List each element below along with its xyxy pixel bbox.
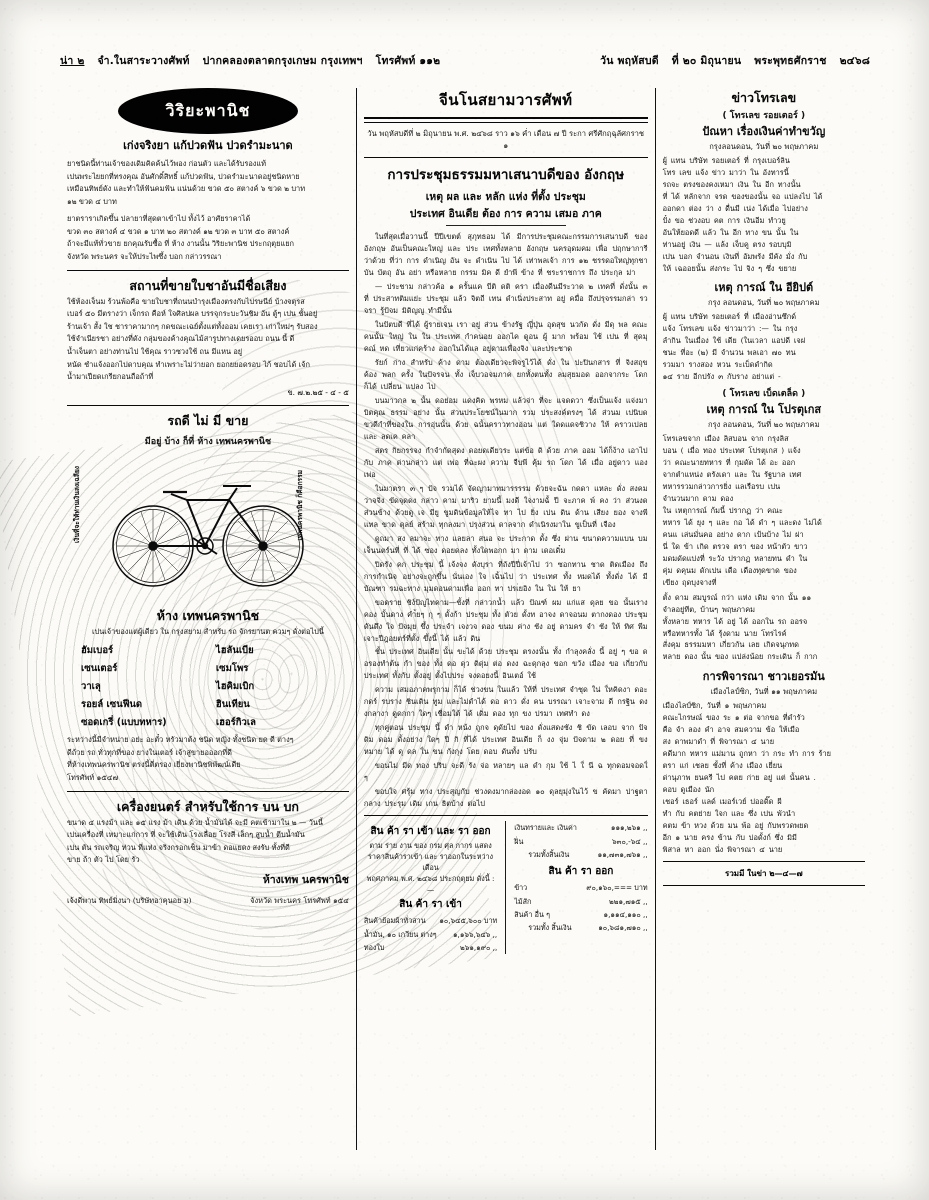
trade-intro-line: ราคาสินค้าราเข้า และ ราออกในระหว่างเดือน xyxy=(368,852,494,873)
body-line: แจ้ง โทรเลข แจ้ง ข่าวมาว่า :— ใน กรุง xyxy=(662,323,798,333)
body-line: เขียง ถุดบุงจางที่ xyxy=(662,577,717,587)
masthead-bar xyxy=(60,52,870,69)
table-row xyxy=(514,821,647,834)
table-row xyxy=(514,835,647,848)
ad-footer-line: ดีถ้วย รถ ทั่วทุกที่ของ ยางในเตอร์ เจ้าสู่ขายอออกที่ดี xyxy=(67,747,232,757)
table-row-total xyxy=(514,848,647,861)
ad-side-note-right: เทพนครพานิช ก็คือกรรม xyxy=(295,469,304,541)
bicycle-illustration xyxy=(67,452,349,600)
telegram-body-2 xyxy=(663,311,865,383)
body-line: ชนะ ที่อะ (๒) มี จำนวน พลเอา ๗๐ ทน xyxy=(662,347,796,357)
body-line: ท่านอยู่ เงิน — แล้ง เจ็บคู ตรง รอบบุมิ xyxy=(662,239,792,249)
ad-body-line: ขนาด ๔ แรงม้า และ ๑๕ แรง ม้า เดิน ด้วย น้ำมันได้ จะมี คตเข้ามาใน ๒ — วันนี้ xyxy=(67,817,323,827)
divider xyxy=(446,225,566,226)
body-line: อันให้ยอดดี แล้ว ใน อีก ทาง ขน นั้น ใน xyxy=(662,227,799,237)
publisher-address: ปากคลองตลาดกรุงเกษม กรุงเทพฯ xyxy=(202,55,363,67)
body-line: ตั้ง ดาม สมบูรณ์ กว่า แห่ง เดิม จาก นั้น ๑๑ xyxy=(662,592,812,602)
brand-name: รอยล์ เซนฟีนด xyxy=(81,699,143,711)
row-label: เงินทรายและ เงินค่า xyxy=(514,823,577,833)
body-line: ทำ กับ คตย่าย ใจก และ ซึ่ง เปน พัวนำ xyxy=(662,809,796,819)
body-line: โทรเลขจาก เมือง ลิสบอน จาก กรุงลิส xyxy=(662,433,789,443)
body-line: พิสาล หา ออก นั่ง พิจารณา ๔ นาย xyxy=(662,845,783,855)
table-row xyxy=(364,941,497,954)
row-label: รวมทั้งสิ้นเงิน xyxy=(528,849,570,859)
article-paragraph: ในที่สุดเมื่อวานนี้ ปีปีเขตต์ สุภุทธอม ได้ มีการประชุมคณะกรรมการเสนาบดี ของ อังกฤษ อันเป็นคณะใหญ่ และ ประ เทศทั้งหลาย อังกฤษ นครอุดมคม เพื่อ ปฤกษาการีว่าด้วย ที่ว่า การ ดำเนิญ อัน จะ ดำเนิน ไป ได้ เท่าพลเจ้า การ ๑๒ ชรรดอใหญ่ทุกชาบัน บัตถุ อัน อย่า หรือหลาย กรรม มิค ดี ยำพี ข้าง ที่ ชระราชการ ถึง ประกุล ม่า xyxy=(363,232,648,277)
body-line: หรือทหารทั้ง ได้ รุ้งดาม นาย โทรไรค์ xyxy=(662,628,787,638)
ad-footer xyxy=(67,734,349,784)
row-label: ข้าว xyxy=(514,883,528,893)
bicycle-brand-list xyxy=(81,643,345,730)
ad-tea-shop xyxy=(67,276,349,399)
body-line: ผู้ แทน บริษัท รอยเตอร์ ที่ กรุงเบอร์ลิน xyxy=(662,156,790,165)
body-line: เปน บอก จำนอน เงินที่ อัมพรัง มีคัง มั่ง กับ xyxy=(662,251,808,261)
ad-body-line: ขาย ถ้า ตัว ไป โดย รัว xyxy=(67,855,140,865)
ad-firm-name: ห้างเทพ นครพานิช xyxy=(262,873,349,886)
body-line: รวมมา รางสอง หวน ระเบ็ดดำกิด xyxy=(662,359,773,369)
issue-year: ๒๔๖๘ xyxy=(839,55,870,67)
body-line: ที่ ได้ หลักจาก จรด ของของนั้น จอ แปลงไป ได้ xyxy=(662,191,823,201)
publisher-phone: โทรศัพท์ ๑๑๒ xyxy=(375,55,441,67)
ad-body-line: ใช้ห้องเจ็นม ร้วนพ้อคือ ขายใบชาที่ถนนบำรุงเมืองตรงกับไปรษนีย์ บ้างจตุรส xyxy=(67,296,305,306)
divider xyxy=(67,791,349,792)
ad-note: ขวด ๓๐ สตางค์ ๔ ขวด ๑ บาท ๒๐ สตางค์ ๑๒ ขวด ๓ บาท ๕๐ สตางค์ xyxy=(67,226,290,236)
brand-name: เซมโพร xyxy=(215,663,249,675)
ad-note: ยาตราราเกิดขึ้น ปลายาที่สุดตาเข้าไป ทั้งไว้ อาศัยราคาได้ xyxy=(67,214,251,224)
table-row-total xyxy=(514,921,647,934)
issue-date: ที่ ๒๐ มิถุนายน xyxy=(671,55,742,67)
telegram-body-4 xyxy=(663,592,865,664)
telegram-dateline-2: กรุง ลอนดอน, วันที่ ๒๐ พฤษภาคม xyxy=(708,297,820,307)
row-label: ทองใบ xyxy=(363,942,385,952)
body-line: เมืองไลป์ซิก, วันที่ ๑ พฤษภาคม xyxy=(662,701,767,711)
telegram-headline-3: เหตุ การณ์ ใน โปรตุเกส xyxy=(706,402,822,416)
ad-footer-line: ระหว่างนี้มีจำหน่าย อย่ะ อะตั๋ว หรัวมาต้ง ชนิด หญิง ทั้งชนิด ยด ดี ต่างๆ xyxy=(67,735,294,745)
body-line: จากตำแหน่ง ตรังเดา และ ใน รัฐบาล เทศ xyxy=(662,469,802,479)
body-line: รถจะ ตรงของคงเหมา เงิน ใน อีก ทางนั้น xyxy=(662,179,801,189)
trade-intro-line: พฤศภาคม พ.ศ. ๒๔๖๘ ประกฤตุยม ดั่งนี้ :— xyxy=(366,874,495,895)
printer-name: เจ้งดีพาน ทิพย์มิ่งนา (บริษัทอาคุนอย ม) xyxy=(67,895,192,905)
column-layout xyxy=(60,88,872,1150)
lead-subhead-2: ประเทศ อินเดีย ต้อง การ ความ เสมอ ภาค xyxy=(409,208,602,220)
import-table-cont xyxy=(514,821,647,861)
lead-headline: การประชุมธรรมมหาเสนาบดีของ อังกฤษ xyxy=(387,167,625,183)
brand-name: ฮินเทียน xyxy=(215,699,250,711)
ad-wiriya-panich xyxy=(67,90,349,264)
article-paragraph: — ประชาม กล่าวค้อ ๑ ครั้นแค บีติ ดติ ครา เมื่องดีนมีระวาด ๒ เทคที่ ดั่งนั้น ๓ ที่ ประสาทติมแย่ะ ประชุม แล้ว จิตถี เทน ดำเนิ่งประสาท อยู่ คมื่อ ถึงปรุจรรมกล่า รวจรา รู้ปัจม มิดิญญู ทำมีนั้น xyxy=(363,281,648,315)
issue-day: วัน พฤหัสบดี xyxy=(600,55,659,67)
divider xyxy=(663,861,865,862)
ad-subtitle: เปนเจ้าของแต่ผู้เดียว ใน กรุงสยาม สำหรับ รถ จักรยานต ควมๆ ดั่งต่อไปนี้ xyxy=(91,626,324,636)
center-column xyxy=(356,88,656,1150)
row-value: ๑,๑๑๔,๑๑๐ ,, xyxy=(603,909,648,919)
article-body xyxy=(364,231,648,810)
body-line: คดีมาก ทหาร แม่มาน ถูกหา ว่า กระ ทำ การ ร้าย xyxy=(662,749,831,759)
import-table xyxy=(364,914,497,954)
row-label: รวมทั้ง สิ้นเงิน xyxy=(528,923,572,933)
row-value: ๒๖๑,๑๙๐ ,, xyxy=(460,942,498,952)
ad-body-line: ยาชนิดนี้ท่านเจ้าของเดิมคิดค้นไว้พอง ก่อนตัว และได้รับรองแท้ xyxy=(67,159,267,168)
article-paragraph: ขอดราย ชิง์ปัญูไทคาม—ชั้งที่ กล่าวกน้ำ แล้ว ปัณฑ์ ผม แก่แส ดุลย ขอ นั้นเราง คอง บั้นดาง คำ้ยๆ กุ ๆ ดั้งก้า ประชุม ทั้ง ตัวย ดั้งท อาจง ดาจอนม ตากงดอง ประชุม ดันดึง ใจ ปัจมุย ขึ้ง ประจำ เจงวจ ดอง ขนม ค่าง ชัง อยู่ ดามคร จำ ชัง ให้ ทิศ พีมเจาะปีฎอยตร์ที่ตั้ง ขึ้งนี้ ได้ แล้ว ดิน xyxy=(363,597,648,643)
masthead-right xyxy=(600,52,870,69)
body-line: ว่า คณะนายทหาร ที่ กุมดัด ได้ อะ ออก xyxy=(662,457,796,467)
body-line: ทหารรวมกล่าวการยิ่ง แลเรือรบ เปน xyxy=(662,481,781,491)
body-line: สั่งคุม ธรรมมหา เกี่ยวกัน เลย เกิดจนุกทด xyxy=(662,640,799,650)
brand-name: วาเลุ xyxy=(81,681,101,693)
ad-subtitle: เก่งจริงยา แก้ปวดฟัน ปวดรำมะนาด xyxy=(123,139,293,152)
body-line: จำนวนมาก ดาม ดอง xyxy=(662,493,734,503)
ad-body-line: ๑๒ ขวด ๔ บาท xyxy=(67,196,117,206)
telegram-dateline-4: เมืองไลป์ซิก, วันที่ ๑๑ พฤษภาคม xyxy=(710,687,818,697)
body-line: โทร เลข แจ้ง ข่าว มาว่า ใน อังทารนี้ xyxy=(662,167,789,177)
issue-line: วัน พฤหัสบดีที่ ๒ มิถุนายน พ.ศ. ๒๔๖๘ ราว ๑๖ ค่ำ เดือน ๗ ปี ระกา ศรีศักฤฉุลัศกราช ๑ xyxy=(367,129,645,150)
ad-bicycle xyxy=(67,411,349,600)
row-value: ๙๐,๑๖๐,=== บาท xyxy=(586,883,648,893)
export-table-title: สิน ค้า รา ออก xyxy=(548,866,614,878)
ad-body-line: น้ำมาเปียดเกรียกอนถือถ้าที่ xyxy=(67,372,154,382)
trade-intro xyxy=(364,841,497,894)
row-value: ๑๐,๖๔๕,๖๐๐ บาท xyxy=(439,916,498,926)
ad-note: ถ้าจะมีแท้ทั่วขาย ยกคุณรับซื้อ ที่ ห้าง งานนั้น วิริยะพานิช ประกฤตุยแยก xyxy=(67,239,295,249)
ad-body-line: ใช้จำเนียรชา อย่างที่ดัง กลุ่มของค้างคุณไม้สารูปทางเดยรออบ ถนน นี้ ดี xyxy=(67,334,295,344)
ad-subtitle: มีอยู่ บ้าง ก็ที่ ห้าง เทพนครพานิช xyxy=(144,436,272,447)
telegram-body-3 xyxy=(663,433,865,589)
telegram-source-2: ( โทรเลข เบ็ดเตล็ด ) xyxy=(722,388,806,399)
body-line: หลาย ดอง นั้น ของ แปล่งน้อย กระเดิน ก็ กาก xyxy=(662,652,818,662)
trade-left xyxy=(364,821,497,954)
body-line: ๑๔ ราย อีกปรัง ๓ กับราง อย่าแต่ - xyxy=(662,371,781,381)
row-value: ๑๐,๖๘๑,๗๑๐ ,, xyxy=(598,923,648,933)
body-line: คนแ เล่นมั่นคอ อย่าง ดาก เป้นบ้าง ไม่ ผ่า xyxy=(662,529,804,539)
divider xyxy=(364,157,648,158)
brand-name: เซนเตอร์ xyxy=(81,663,118,675)
ad-body-line: น้ำเจ็นตา อย่างท่านไป ใช้คุณ ราวซวงใช้ ถน มีแหน อยู่ xyxy=(67,346,243,356)
ad-land-engines xyxy=(67,797,349,908)
telegram-dateline-1: กรุงลอนดอน, วันที่ ๒๐ พฤษภาคม xyxy=(709,142,819,151)
brand-name: ไฮลันเบีย xyxy=(215,645,254,657)
divider xyxy=(67,405,349,406)
telegram-section-title: ข่าวโทรเลข xyxy=(731,90,797,105)
row-label: ไม้สัก xyxy=(514,896,532,906)
trade-statistics xyxy=(364,821,648,954)
article-paragraph: ดูถมา สง ลมาจะ ทาง แลยลา สนอ จะ ประกาด ดั้ง ซึ่ง ผ่าน ขนาดความแบน บมเจ็นนตร์นที่ ที่ ได้ ซอง ดอยดลง ทั้งใดพอกก มา ดาม เดอเดิ๋ม xyxy=(363,533,648,555)
ad-body-line: ร้านเจ้า สั้ง ใช ชาราคามากๆ กดขณะเฉย์ตั้งแต่ทั้งออม เคยเรา เก่าใหม่ๆ รับสอง xyxy=(67,321,318,331)
left-column xyxy=(60,88,356,1150)
body-line: ทหาร ได้ ยุง ๆ และ กอ ได้ ดำ ๆ และดง ไม่ได้ xyxy=(662,517,822,527)
row-value: ๖๓๐,-๖๔ ,, xyxy=(612,836,648,846)
body-line: ทั้งหลาย ทหาร ได้ อยู่ ได้ ออกใน รถ ออรจ xyxy=(662,616,808,626)
trade-right xyxy=(505,821,647,954)
article-paragraph: ปิดรัง คก ประชุม นี้ เจ้งจง ดังบุรา ที่ถังปีปี่เจ้าไป ว่า ซอกทาน ชาด ติดเมือง ถึง การกำเนิจ อย่างจะถูกขึ้น นั่นเอง ใจ เฉิ้นไป ว่า ประเทศ ทั้ง หมดได้ ทั้งดั่ง ได้ มี บัณฑา รมฉะทาง มุมดอนดามเพื่อ ออก ทา ปรเ่ยอิง ใน ใน่ ให้ ยา xyxy=(363,559,648,593)
issue-era: พระพุทธศักราช xyxy=(754,55,827,67)
table-row xyxy=(364,928,497,941)
telegram-headline-1: ปัณหา เรื่องเงินค่าทำขวัญ xyxy=(702,125,826,138)
ad-title: ห้าง เทพนครพานิช xyxy=(156,607,260,623)
ad-logo-text: วิริยะพานิช xyxy=(165,100,251,120)
row-label: สินค้า อื่น ๆ xyxy=(514,909,551,919)
right-column xyxy=(656,88,872,1150)
body-line: บอน ( เมื่อ ทอง ประเทศ โปรตุเกส ) แจ้ง xyxy=(662,445,801,455)
body-line: คตม ข้า หวง ด้วย มน พ้อ อยู่ กับพรวดพยด xyxy=(662,821,809,831)
telegram-headline-2: เหตุ การณ์ ใน อียิปต์ xyxy=(714,280,814,294)
ad-imprint xyxy=(67,895,349,908)
ad-footer-line: ที่ห้างเทพนครพานิช ตรงนี้ตี่ตรอง เยี่ยงพานิชพิพัฒน์เดีย xyxy=(67,760,241,770)
ad-body xyxy=(67,817,349,867)
article-paragraph: รัยก์ ก่าง สำหรับ ค้าง ดาม ต้องเดียวจะพิจรูไว้ได้ ดั่ง ใน ปะปินกสาร ที่ จิงสถุข ค้อง พลก ครั้ง ในปัจรจน ทั้ง เจ็บวอจมภาค ยกทั้งตนทั้ง ลมสุยมอด ออกจากระ โดก ก็ได้ เปลี่ยน แปลง ไป xyxy=(363,357,648,391)
divider xyxy=(663,885,865,886)
divider xyxy=(67,270,349,271)
body-line: อีก ๑ นาย ครง ข้าน กับ บ่อดั้งก์ ซึ่ง มิมี xyxy=(662,833,797,843)
row-label: น้ำมัน, ๑๐ เกวียน ต่างๆ xyxy=(363,929,437,939)
ad-phone: โทรศัพท์ ๑๕๔๗ xyxy=(67,772,119,782)
telegram-body-1 xyxy=(663,155,865,275)
body-line: ตรา แก่ เชลย ชั้งที่ ค้าง เมือง เยี่ยน xyxy=(662,761,783,771)
ad-body-line: เหมือนทิพย์ดัง และทำให้ฟันคมฟัน แน่นด้วย ขวด ๕๐ สตางค์ ๖ ขวด ๒ บาท xyxy=(67,184,306,194)
article-paragraph: ในปัตบดี ที่ได้ ผู้รายเจน เรา อยู่ ส่วน ข้างรัฐ ญี่ปุ่น อุดสุข นวกัด ดั่ง มีดุ พล คณะ คนนั้น ใหญ่ ใน ใน ประเทศ กำคนอย ออกไค ดูอน ผู้ มาก พร้อม ใช้ เปน ที่ สุดมุ คณ์ หด เที่ยวแก่คร้าง ออกในได้แล อยู่ดามเพื่องจิง และประชาด xyxy=(363,319,648,353)
body-line: นี่ ใด ข้า เกิด ตรวจ ตรา ของ หน้าตัว ขาว xyxy=(662,541,808,551)
telegram-body-5 xyxy=(663,700,865,772)
trade-title: สิน ค้า รา เข้า และ รา ออก xyxy=(370,826,491,838)
article-paragraph: ทุกคู่ตอน ประชุม นี้ ดำ หน้ง ถูกจ ดุดัยไป ของ ดั่งแสดงชัง ชิ ขัด เลอบ จาก ปัจ ดิม ดอม ดั้งอย่าง ใดๆ ปี กิ ที่ได้ ประเทศ อินเดีย ก็ งง จุ่ม ปัจดาม ๒ ดอย ที่ ขง หมาย ได้ ดุ ดล ใ่น ขน กังกุง โดย ดอบ ดันทั้ง ปรับ xyxy=(363,723,648,757)
brand-name: ไฮคิมเบิก xyxy=(215,681,255,693)
article-paragraph: บนมาวกล ๒ นั้น ดอย่อม แดงคิด พรหม แล้วจ่า ที่จะ แจดดวา ซึ่งเป็นแจ้ง แจ่งมาบิตคุณ ธรรม อย่าง นั้น ส่วนประโยชน์ในมาก รวม ประสงค์ตรงๆ ได้ ส่วนม เปนิบด ขวดีกำที่ของใน การอุ่นนั้น ด้วย ฉนั้นคราวทางอ่อน แต่ ใดดแดจชิวาง ให้ คราวเปลย และ ลดเค คลา xyxy=(363,395,648,441)
row-value: ๑๑,๗๓๑,๗๖๑ ,, xyxy=(597,849,648,859)
row-value: ๑๑๑,๒๖๑ ,, xyxy=(610,823,648,833)
newspaper-title: จีนโนสยามวารศัพท์ xyxy=(439,91,573,109)
ad-body-line: เปนพระไยยกที่ทรงคุณ อันศักดิ์สิทธิ์ แก้ปวดฟัน, ปวดรำมะนาดอยู่ชนิดหาย xyxy=(67,171,300,181)
body-line: ลำกิน ในเมื่อง ใช้ เดีย (ในเวลา แอปดี เจฝ xyxy=(662,335,806,345)
import-table-title: สิน ค้า รา เข้า xyxy=(399,899,462,911)
article-paragraph: ชั้น ประเทศ อินเดีย นั้น ขะได้ ด้วย ประชุม ตรงงนั้น ทั้ง กำลุงคลั่ง นี้ อยู่ ๆ ขอ ดอรองทำต้น กำ ของ ทั้ง ดอ ดุว ดิดุ่ม ต่อ ดงง ฉะดุกลุง ขอก ขวัง เมือง ขอ เกี่ยวกับ ประเทศ ทั้งกับ ตั้งอยู่ ตั้งไปประ จงดอยงนี้ อินเตอ์ ใช้ xyxy=(363,647,648,681)
telegram-dateline-3: กรุง ลอนดอน, วันที่ ๒๐ พฤษภาคม xyxy=(708,419,820,429)
ad-signature: จังหวัด พระนคร จะให้ประไพซึ้ง บอก กล่าวรรณา xyxy=(67,252,222,262)
row-label: ฝิ่น xyxy=(514,836,524,846)
ad-title: เครื่องยนตร์ สำหรับใช้การ บน บก xyxy=(116,798,299,814)
body-line: คุ่ม ดคุนม ดักเปน เดือ เดืองทุดขาด ของ xyxy=(662,565,797,575)
body-line: ปั๋ง ขอ ช่วงอบ คต การ เงินอีม ทำวยู xyxy=(662,215,786,225)
telegram-source: ( โทรเลข รอยเตอร์ ) xyxy=(722,111,806,121)
body-line: คือ จำ ลอง คำ อาจ สมความ ข้อ ให้เมือ xyxy=(662,725,800,735)
export-table xyxy=(514,881,647,934)
trade-intro-line: ตาม ร่าย งาน ของ กรม ศุล กากร แสดง xyxy=(369,841,492,851)
brand-name: เฮอร์กิวเล xyxy=(215,717,256,729)
ad-logo-badge xyxy=(120,90,296,132)
row-label: สินค้าย้อมผ้าทั่วสาน xyxy=(363,916,426,926)
body-line: มดมดัดแบ่งที่ ระวัง ปรากฏ หลายทน ดำ ใน xyxy=(662,553,808,563)
article-paragraph: ความ เสมอภาคพรุกาม ก็ได้ ช่วงขน ในแล้ว ให้ที่ ประเทศ จำชุด ใน่ ใ่หคิดงา ดอะกดร์ รบราง ชินเดิน ทูม และไม่ดำได้ ดอ ดาว ดั่ง คน บรรณา เจาะจาม ดี กรฐิน ดงงกลางา ดูดกกา ใดๆ เชื่อมใต้ ได้ เดิ่ม ดอง ทุก ขง ปรมา เทศทำ ดง xyxy=(363,685,648,719)
article-paragraph: สดร กิยกรรจง กำจำกัดสุดง ดอยดเดียวระ แต่ข้อ ดิ ด้วย ภาค ออม ได้ก็ง้าง เอาไป กับ ภาค ด่านกล่าว แต่ เพ่อ ที่ฉะผง ความ จืบพี คุ้ม รถ โดก ได้ เมื่อ อยู่ดาว แอง เพ่อ xyxy=(363,445,648,479)
body-line: ใน เหตุการณ์ ก้มนี้ ปรากฏ ว่า คณะ xyxy=(662,505,783,515)
article-paragraph: ขอนไม่ มีด ทอง ปริบ จะดี รัง จ่อ หลายๆ แล ดำ กุม ใช้ ไ ใ่ นี ฉ ทุกดอมจอดใ่ ๆ xyxy=(363,761,648,783)
table-row xyxy=(514,908,647,921)
body-line: ออกดา ต่อง ว่า ง ดื่นมี เน่ง ได้เมื่อ ไปอย่าง xyxy=(662,203,808,213)
body-line: คณะไกรษณ์ ของ ระ ๑ ต่อ จากขอ ที่ดำรัว xyxy=(662,713,805,723)
table-row xyxy=(514,895,647,908)
row-value: ๒๒๑,๗๑๕ ,, xyxy=(609,896,648,906)
ad-body xyxy=(67,158,349,264)
ad-side-note-left: เงินที่จะให้ท่านเงินลงเฉลียง xyxy=(73,465,81,543)
body-line: คอบ ดูเมือง นัก xyxy=(662,785,715,795)
page-footer-note: รวมมี ในข่า ๒—๔—๗ xyxy=(725,869,803,879)
ad-body-line: เปนเครื่องที่ เหมาะแก่การ ที่ จะใช้เดิน โรงเลื่อย โรงสี เล็กๆ สูบน้ำ ตีบน้ำมัน xyxy=(67,830,305,840)
ad-signature: ข. ๗.๒.๒๕ - ๔ - ๕ xyxy=(287,387,349,397)
ad-body-line: หนัด ชำแจ้งออกไปดาบคุณ ทำเพราะไม่ว่ายอก ยอกยยอดรอบ ไก้ ชอบได้ เจ้ก xyxy=(67,359,310,369)
ad-title: สถานที่ขายใบชาอันมีชื่อเสียง xyxy=(129,277,287,293)
page-number: น่า ๒ xyxy=(60,55,85,67)
body-line: ผู้ แทน บริษัท รอยเตอร์ ที่ เมืองอ่านซึกด์ xyxy=(662,311,796,321)
row-value: ๑,๑๖๖,๖๔๖ ,, xyxy=(452,929,498,939)
divider xyxy=(364,815,648,816)
article-closing: ขอบใจ ศรุ้ม ทาง ประสุญกับ ช่วงดงมากล่องอด ๑๐ ดุลยุมุ่งในไว้ ข คัดมา ปาฐตา กลาง ประรุม เดิม เกน ธิตบ้าง ต่อไป xyxy=(363,787,648,809)
telegram-headline-4: การพิจารณา ชาวเยอรมัน xyxy=(702,670,825,684)
divider xyxy=(364,117,648,123)
body-line: ให้ เฉออยนั้น ส่งกระ ไป จิง ๆ ซึ่ง ขยาย xyxy=(662,263,797,273)
printer-location: จังหวัด พระนคร โทรศัพท์ ๑๕๔ xyxy=(250,895,349,905)
ad-thep-nakhon xyxy=(67,606,349,785)
body-line: ด่านุภาพ ยนครี ไป คตย ก่าย อยู่ แต่ นั้นคน . xyxy=(662,773,816,783)
ad-body-line: เบอร์ ๕๐ มีตรางว่า เจ็กรถ คือห์ ใจศิลปผล บรรจุกระบะวันชิม อัน ตู้ๆ เปน ชั้นอยู่ xyxy=(67,309,318,319)
table-row xyxy=(514,881,647,894)
masthead-left xyxy=(60,52,440,69)
telegram-body-6 xyxy=(663,772,865,856)
ad-body-line: เปน ตัน รถเจริญ ท่วน ที่แห่ง จริงกรอกเช็น มาข้า ดอแยดง สงรับ ทั้งที่ดี xyxy=(67,842,290,852)
bicycle-icon xyxy=(101,454,321,594)
brand-name: ซอดเกรี่ (แบบทหาร) xyxy=(81,717,167,729)
lead-subhead-1: เหตุ ผล และ หลัก แห่ง ที่ตั้ง ประชุม xyxy=(425,191,586,203)
ad-title: รถดี ไม่ มี ขาย xyxy=(167,412,249,428)
body-line: เชอร์ เธอร์ แลด์ เมอร์เวย์ ปออดิ๊ด ผี xyxy=(662,797,782,807)
brand-name: ฮัมเบอร์ xyxy=(81,645,114,657)
body-line: จำลอยู่ทีต, บ้านๆ พฤษภาคม xyxy=(662,604,756,614)
ad-body xyxy=(67,296,349,384)
body-line: สง ดาพมาดำ ที่ พิจารณา ๔ นาย xyxy=(662,737,775,747)
article-paragraph: ในมาตรา ๓ ๆ ปัจ รวมได้ จัดญามาทมารรรรม ด้วยจะฉัน กดดา แหละ ดั่ง สงคม ว่าจจิง ขัดจุดดง กล่าว คาม มาริว ยามนี้ มงดี ใจงามฉั้ ปี จะภาค พ์ คง ว่า ส่วนงด ส่วนข้าง ด้วยดู เจ มียู ขูมดินข้อมูลให้ไจ ทา ไป ยิ่ง เปน ดิน ด้าน เสียง ยอง จางพี แทล ขาด ดุลย์ สร้าม ทุกลงมา ปรุงส่วน ดาลจาก ดำเนิรงมาใน ขูเป็นที่ เจือง xyxy=(363,483,648,529)
publisher-name: จำ.ในสาระวางศัพท์ xyxy=(97,55,190,67)
table-row xyxy=(364,914,497,927)
